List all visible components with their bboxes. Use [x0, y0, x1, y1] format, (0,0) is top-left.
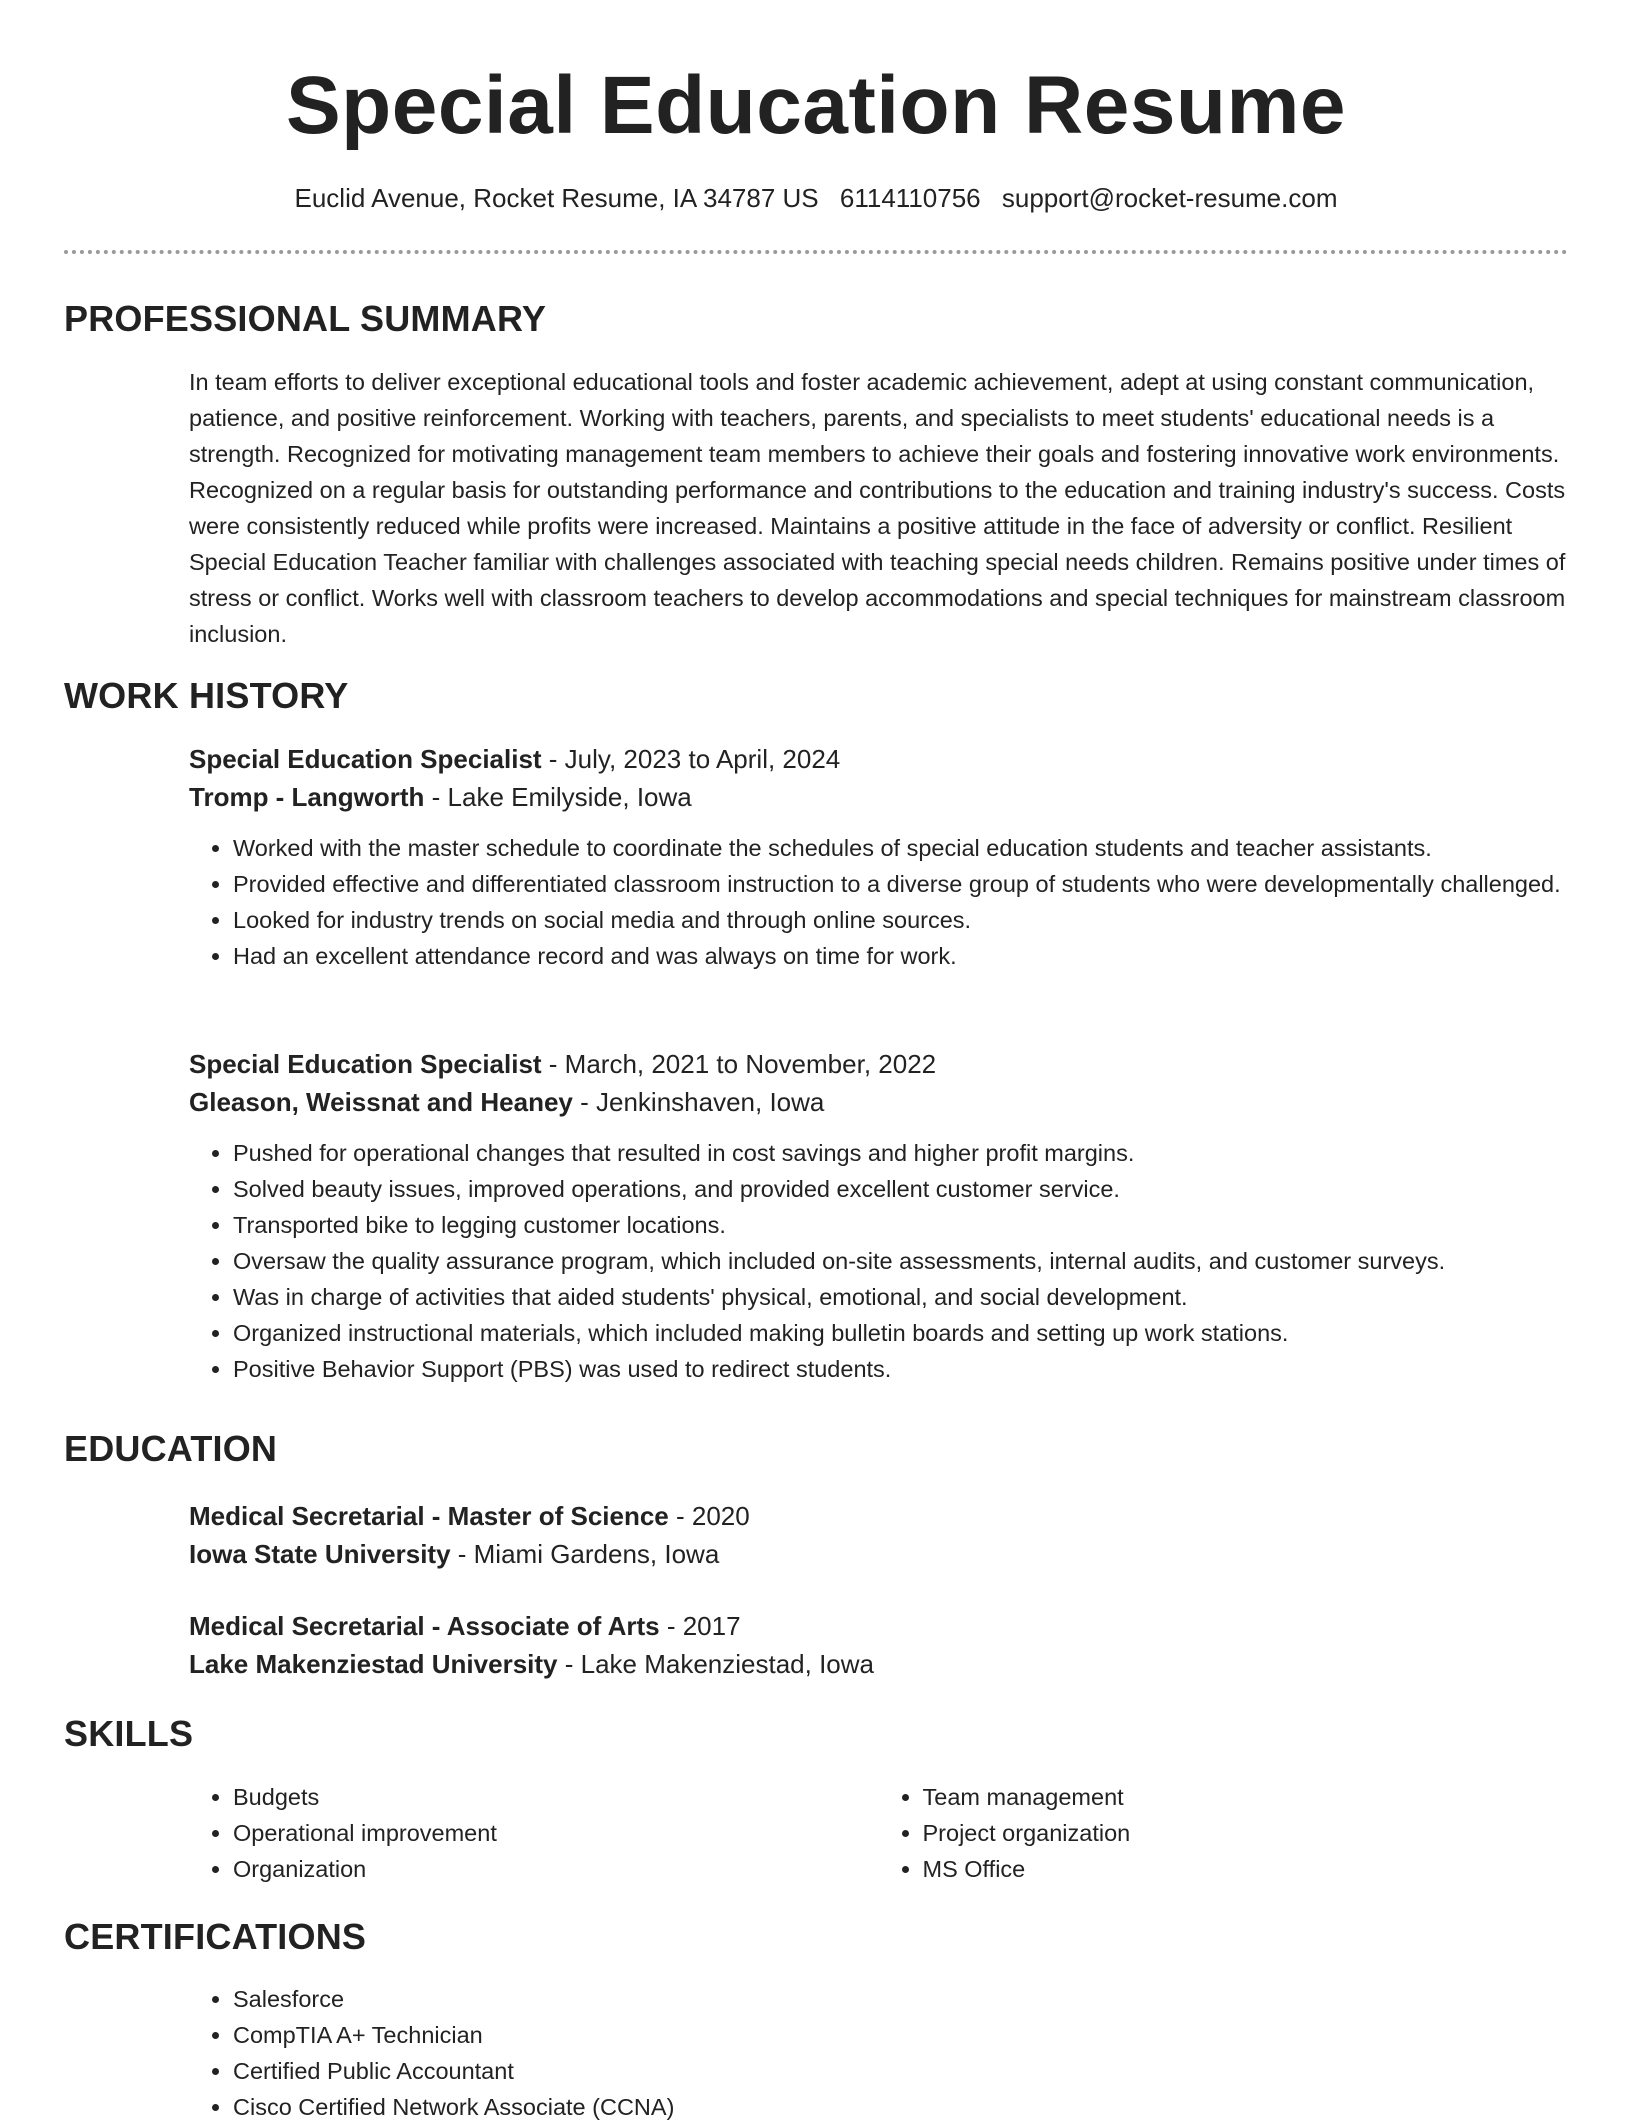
job-company: Gleason, Weissnat and Heaney	[189, 1087, 573, 1117]
certification-item: • Cisco Certified Network Associate (CCNA)	[233, 2089, 1568, 2125]
certification-item: • CompTIA A+ Technician	[233, 2017, 1568, 2053]
work-entry-2	[189, 1045, 1568, 1387]
job-title-line	[189, 1045, 1568, 1083]
list-item: • Solved beauty issues, improved operations, and provided excellent customer service.	[233, 1171, 1568, 1207]
skills-block	[189, 1779, 1568, 1887]
contact-line	[0, 180, 1632, 216]
list-item: • Transported bike to legging customer locations.	[233, 1207, 1568, 1243]
certification-item: • Certified Public Accountant	[233, 2053, 1568, 2089]
school-location: - Miami Gardens, Iowa	[450, 1539, 720, 1569]
job-company-line	[189, 778, 1568, 816]
job-location: - Lake Emilyside, Iowa	[424, 782, 692, 812]
header-divider	[64, 250, 1568, 254]
skill-item: • MS Office	[923, 1851, 1569, 1887]
contact-address: Euclid Avenue, Rocket Resume, IA 34787 US	[294, 183, 819, 213]
education-entry-1	[189, 1497, 1568, 1573]
summary-block	[189, 364, 1568, 652]
list-item: • Had an excellent attendance record and was always on time for work.	[233, 938, 1568, 974]
certifications-block	[189, 1981, 1568, 2125]
section-title-certifications: CERTIFICATIONS	[64, 1916, 367, 1957]
contact-email: support@rocket-resume.com	[1001, 183, 1338, 213]
skills-grid	[189, 1779, 1568, 1887]
section-title-skills: SKILLS	[64, 1713, 194, 1754]
degree-year: - 2020	[668, 1501, 750, 1531]
school-line	[189, 1645, 1568, 1683]
list-item: • Positive Behavior Support (PBS) was used to redirect students.	[233, 1351, 1568, 1387]
degree-year: - 2017	[659, 1611, 741, 1641]
list-item: • Worked with the master schedule to coordinate the schedules of special education students and teacher assistants.	[233, 830, 1568, 866]
contact-phone: 6114110756	[839, 183, 981, 213]
degree: Medical Secretarial - Master of Science	[189, 1501, 669, 1531]
school: Iowa State University	[189, 1539, 451, 1569]
skills-column-right	[879, 1779, 1569, 1887]
list-item: • Looked for industry trends on social media and through online sources.	[233, 902, 1568, 938]
job-title: Special Education Specialist	[189, 744, 542, 774]
work-entry-1	[189, 740, 1568, 974]
education-entry-2	[189, 1607, 1568, 1683]
list-item: • Was in charge of activities that aided students' physical, emotional, and social development.	[233, 1279, 1568, 1315]
school-line	[189, 1535, 1568, 1573]
skill-item: • Project organization	[923, 1815, 1569, 1851]
list-item: • Oversaw the quality assurance program, which included on-site assessments, internal audits, and customer surveys.	[233, 1243, 1568, 1279]
job-bullets	[189, 830, 1568, 974]
skill-item: • Budgets	[233, 1779, 879, 1815]
certification-item: • Salesforce	[233, 1981, 1568, 2017]
skills-column-left	[189, 1779, 879, 1887]
skill-item: • Operational improvement	[233, 1815, 879, 1851]
resume-title: Special Education Resume	[285, 60, 1347, 151]
school-location: - Lake Makenziestad, Iowa	[557, 1649, 874, 1679]
section-title-education: EDUCATION	[64, 1428, 278, 1469]
section-title-work: WORK HISTORY	[64, 675, 349, 716]
job-title-line	[189, 740, 1568, 778]
job-location: - Jenkinshaven, Iowa	[572, 1087, 825, 1117]
skill-item: • Organization	[233, 1851, 879, 1887]
section-title-summary: PROFESSIONAL SUMMARY	[64, 298, 547, 339]
list-item: • Organized instructional materials, which included making bulletin boards and setting up work stations.	[233, 1315, 1568, 1351]
job-company: Tromp - Langworth	[189, 782, 425, 812]
list-item: • Pushed for operational changes that resulted in cost savings and higher profit margins.	[233, 1135, 1568, 1171]
job-company-line	[189, 1083, 1568, 1121]
job-bullets	[189, 1135, 1568, 1387]
school: Lake Makenziestad University	[189, 1649, 558, 1679]
degree-line	[189, 1607, 1568, 1645]
degree: Medical Secretarial - Associate of Arts	[189, 1611, 660, 1641]
job-dates: - March, 2021 to November, 2022	[541, 1049, 937, 1079]
list-item: • Provided effective and differentiated classroom instruction to a diverse group of students who were developmentally challenged.	[233, 866, 1568, 902]
skill-item: • Team management	[923, 1779, 1569, 1815]
job-dates: - July, 2023 to April, 2024	[541, 744, 841, 774]
job-title: Special Education Specialist	[189, 1049, 542, 1079]
summary-text: In team efforts to deliver exceptional educational tools and foster academic achievement, adept at using constant communication, patience, and positive reinforcement. Working with teachers, parents, and specialists to meet students' educational needs is a strength. Recognized for motivating management team members to achieve their goals and fostering innovative work environments. Recognized on a regular basis for outstanding performance and contributions to the education and training industry's success. Costs were consistently reduced while profits were increased. Maintains a positive attitude in the face of adversity or conflict. Resilient Special Education Teacher familiar with challenges associated with teaching special needs children. Remains positive under times of stress or conflict. Works well with classroom teachers to develop accommodations and special techniques for mainstream classroom inclusion.	[189, 369, 1566, 647]
certifications-list	[189, 1981, 1568, 2125]
degree-line	[189, 1497, 1568, 1535]
